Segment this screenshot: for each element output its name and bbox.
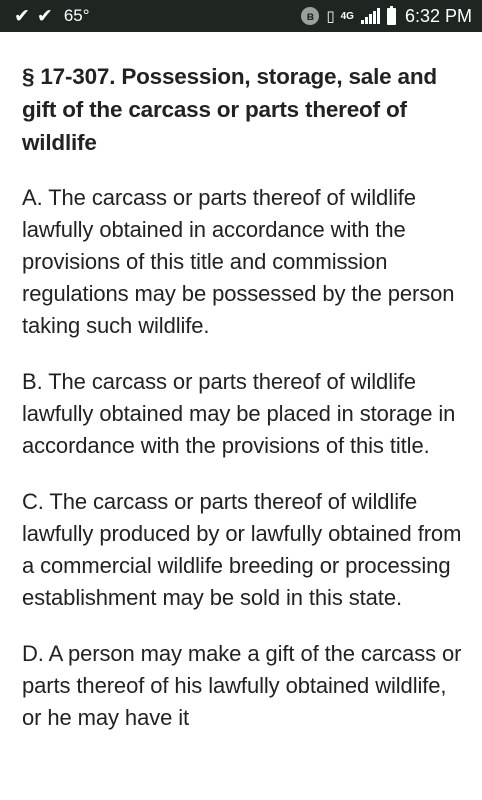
clock: 6:32 PM	[404, 5, 472, 26]
bluetooth-icon: ʙ	[301, 7, 319, 25]
check-notification-icon: ✔	[14, 5, 30, 27]
article	[22, 60, 462, 758]
status-bar-right	[301, 6, 472, 27]
paragraph-c: C. The carcass or parts thereof of wildlife lawfully produced by or lawfully obtained from a commercial wildlife breeding or processing establishment may be sold in this state.	[22, 489, 462, 610]
temperature-text: 65°	[63, 6, 90, 25]
paragraph-d: D. A person may make a gift of the carcass or parts thereof of his lawfully obtained wildlife, or he may have it	[22, 641, 462, 730]
check-notification-icon: ✔	[36, 5, 53, 27]
status-bar-left	[14, 6, 90, 26]
battery-icon	[387, 8, 396, 25]
vibrate-icon: ▯	[326, 8, 334, 25]
status-bar	[0, 0, 482, 32]
network-type-icon: 4G	[340, 10, 354, 22]
paragraph-b: B. The carcass or parts thereof of wildlife lawfully obtained may be placed in storage in accordance with the provisions of this title.	[22, 369, 456, 458]
signal-strength-icon	[361, 8, 380, 24]
article-title: § 17-307. Possession, storage, sale and gift of the carcass or parts thereof of wildlife	[22, 64, 437, 155]
paragraph-a: A. The carcass or parts thereof of wildlife lawfully obtained in accordance with the provisions of this title and commission regulations may be possessed by the person taking such wildlife.	[22, 185, 455, 338]
